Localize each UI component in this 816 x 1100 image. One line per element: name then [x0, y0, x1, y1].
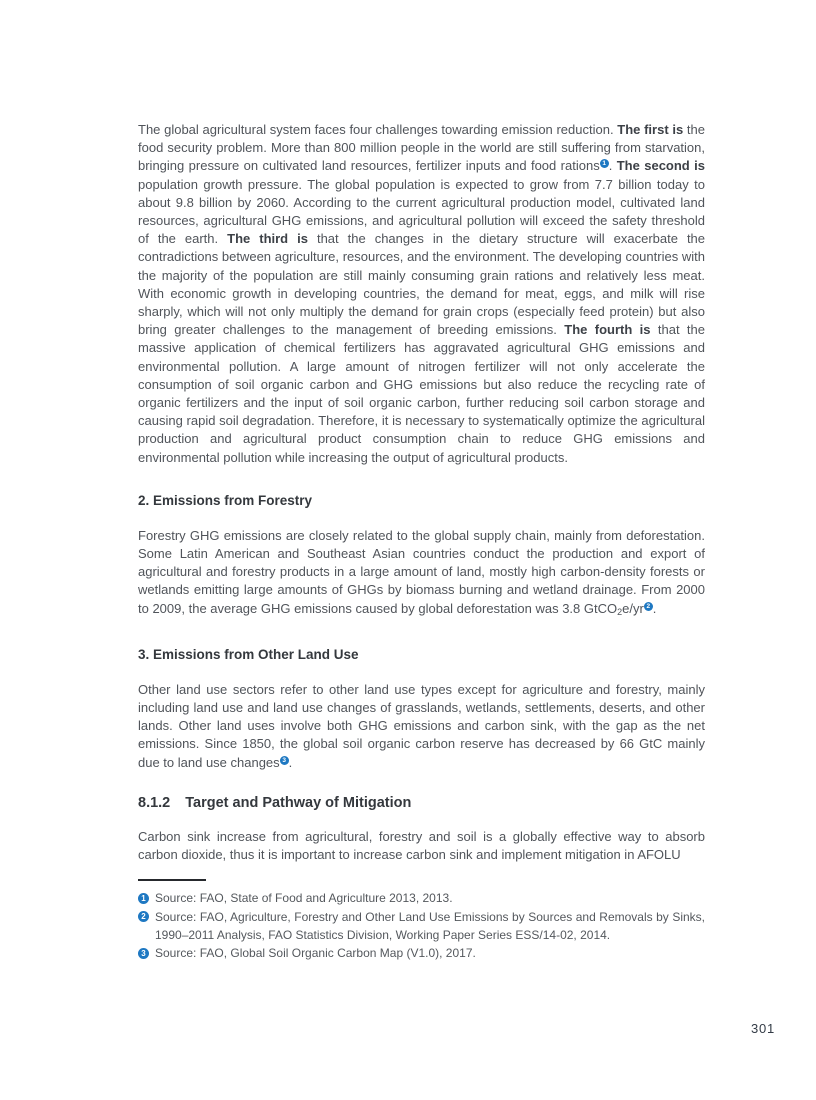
- bold-phrase: The third is: [227, 231, 308, 247]
- text-run: .: [652, 600, 657, 616]
- footnote-2-text: Source: FAO, Agriculture, Forestry and Other Land Use Emissions by Sources and Removals by Sinks, 1990–2011 Analysis, FAO Statistics Division, Working Paper Series ESS/14-02, 2014.: [155, 909, 705, 942]
- subsection-number: 8.1.2: [138, 794, 171, 811]
- footnote-2-marker-icon: 2: [138, 911, 149, 922]
- footnote-ref-1-icon: 1: [600, 159, 609, 168]
- text-run: the food security problem. More than 800 million people in the world are still suffering from starvation, bringing pressure on cultivated land resources, fertilizer inputs and food rations: [138, 122, 705, 174]
- text-run: Forestry GHG emissions are closely related to the global supply chain, mainly from deforestation. Some Latin American and Southeast Asian countries conduct the production and export of agricultural and forestry products in a large amount of land, mostly high carbon-density forests or wetlands emitting large amounts of GHGs by biomass burning and wetland drainage. From 2000 to 2009, the average GHG emissions caused by global deforestation was 3.8 GtCO: [138, 527, 705, 616]
- footnote-ref-2-icon: 2: [644, 602, 653, 611]
- footnote-1: [138, 889, 705, 907]
- footnote-3: [138, 944, 705, 962]
- subscript-text: 2: [617, 606, 623, 617]
- text-run: .: [608, 158, 617, 174]
- text-run: e/yr: [622, 600, 644, 616]
- heading-target-pathway-mitigation: [138, 794, 705, 813]
- subsection-title: Target and Pathway of Mitigation: [185, 794, 412, 811]
- text-run: The global agricultural system faces four challenges towarding emission reduction.: [138, 122, 618, 137]
- bold-phrase: The first is: [617, 122, 684, 137]
- footnote-ref-3-icon: 3: [280, 756, 289, 765]
- footnote-2: [138, 908, 705, 945]
- text-run: population growth pressure. The global population is expected to grow from 7.7 billion today to about 9.8 billion by 2060. According to the current agricultural production model, cultivated land resources, agricultural GHG emissions, and agricultural pollution will exceed the safety threshold of the earth.: [138, 176, 705, 247]
- bold-phrase: The second is: [616, 158, 705, 174]
- footnote-3-text: Source: FAO, Global Soil Organic Carbon Map (V1.0), 2017.: [155, 946, 476, 961]
- paragraph-four-challenges: [138, 121, 705, 467]
- page-number: 301: [751, 1021, 776, 1036]
- footnote-1-marker-icon: 1: [138, 893, 149, 904]
- text-run: that the changes in the dietary structure will exacerbate the contradictions between agriculture, resources, and the environment. The developing countries with the majority of the population are still mainly consuming grain rations and relatively less meat. With economic growth in developing countries, the demand for meat, eggs, and milk will rise sharply, which will not only multiply the demand for grain crops (especially feed protein) but also bring greater challenges to the management of breeding emissions.: [138, 231, 706, 338]
- text-column: [138, 121, 705, 962]
- footnote-3-marker-icon: 3: [138, 948, 149, 959]
- paragraph-forestry: [138, 527, 705, 621]
- paragraph-other-land-use: [138, 681, 705, 772]
- footnotes-block: [138, 889, 705, 962]
- text-run: .: [288, 754, 293, 770]
- heading-emissions-other-land-use: 3. Emissions from Other Land Use: [138, 646, 359, 662]
- heading-emissions-from-forestry: 2. Emissions from Forestry: [138, 492, 313, 508]
- footnote-separator-rule: [138, 879, 206, 881]
- paragraph-carbon-sink: [138, 828, 705, 864]
- text-run: that the massive application of chemical fertilizers has aggravated agricultural GHG emissions and environmental pollution. A large amount of nitrogen fertilizer will not only accelerate the consumption of soil organic carbon and GHG emissions but also reduce the recycling rate of organic fertilizers and the input of soil organic carbon, further reducing soil carbon storage and causing rapid soil degradation. Therefore, it is necessary to systematically optimize the agricultural production and agricultural product consumption chain to reduce GHG emissions and environmental pollution while increasing the output of agricultural products.: [138, 322, 706, 465]
- bold-phrase: The fourth is: [564, 322, 651, 338]
- text-run: Carbon sink increase from agricultural, forestry and soil is a globally effective way to absorb carbon dioxide, thus it is important to increase carbon sink and implement mitigation in AFOLU: [138, 828, 705, 863]
- text-run: Other land use sectors refer to other land use types except for agriculture and forestry, mainly including land use and land use changes of grasslands, wetlands, settlements, deserts, and other lands. Other land uses involve both GHG emissions and carbon sink, with the gap as the net emissions. Since 1850, the global soil organic carbon reserve has decreased by 66 GtC mainly due to land use changes: [138, 681, 705, 770]
- footnote-1-text: Source: FAO, State of Food and Agriculture 2013, 2013.: [155, 891, 453, 906]
